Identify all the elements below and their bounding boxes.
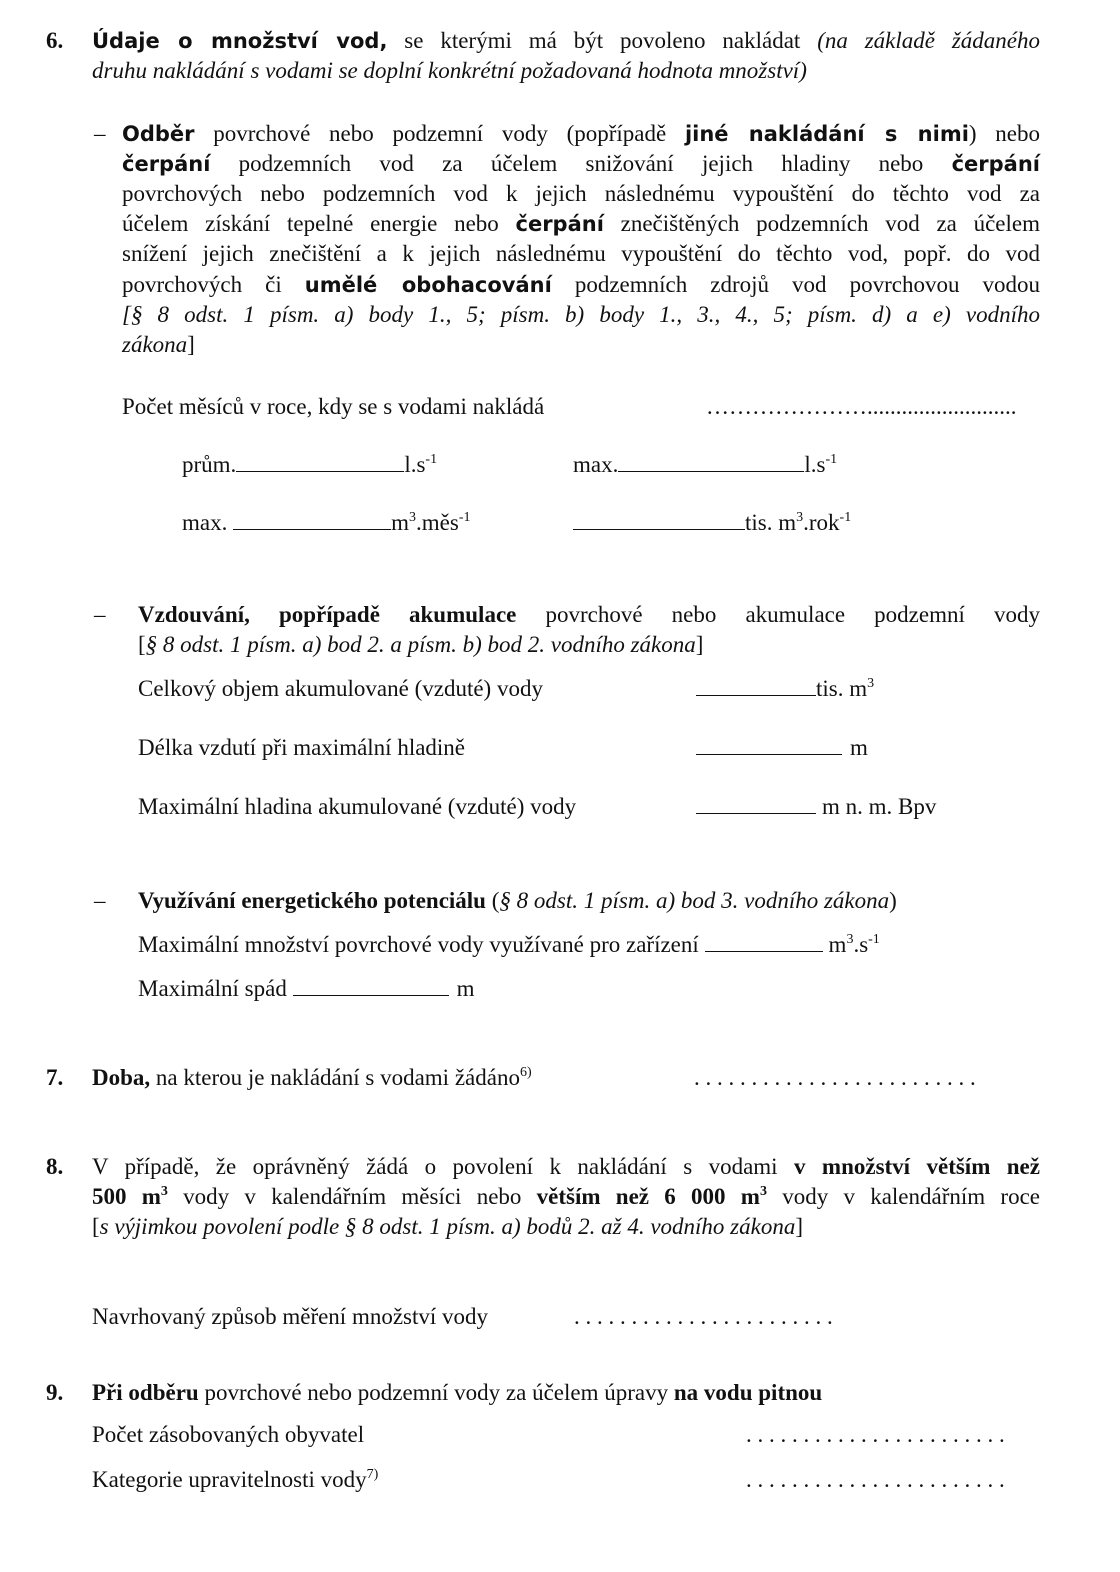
max-ls-row: max. $l.s^{-1}$: [573, 452, 838, 477]
objem-row: tis. $m^3$: [696, 676, 874, 702]
odber-law-reference-end: zákona]: [122, 332, 195, 357]
prum-field[interactable]: [236, 453, 404, 472]
kategorie-label: Kategorie upravitelnosti vody$^{7)}$: [92, 1467, 379, 1492]
odber-line-3: povrchových nebo podzemních vod k jejich následnému vypouštění do těchto vod za: [122, 181, 1040, 206]
delka-field[interactable]: [696, 736, 842, 755]
energie-dash: –: [94, 888, 106, 913]
obyvatel-label: Počet zásobovaných obyvatel: [92, 1422, 365, 1447]
year-field[interactable]: [573, 511, 745, 530]
hladina-field[interactable]: [696, 795, 816, 814]
section-6-number: 6.: [46, 28, 64, 53]
vzduti-law-reference: [§ 8 odst. 1 písm. a) bod 2. a písm. b) bod 2. vodního zákona]: [138, 632, 704, 657]
delka-row: m: [696, 735, 868, 761]
mereni-field[interactable]: . . . . . . . . . . . . . . . . . . . . . . .: [574, 1304, 833, 1329]
energie-mnozstvi-field[interactable]: [705, 933, 823, 952]
section-8-number: 8.: [46, 1154, 64, 1179]
hladina-label: Maximální hladina akumulované (vzduté) vody: [138, 794, 577, 819]
objem-label: Celkový objem akumulované (vzduté) vody: [138, 676, 543, 701]
hladina-row: m n. m. Bpv: [696, 794, 936, 820]
section-8-line-1: V případě, že oprávněný žádá o povolení k nakládání s vodami v množství větším než: [92, 1154, 1040, 1179]
section-6-note-start: (na základě žádaného: [817, 28, 1040, 53]
energie-heading: Využívání energetického potenciálu (§ 8 odst. 1 písm. a) bod 3. vodního zákona): [138, 888, 897, 913]
obyvatel-field[interactable]: . . . . . . . . . . . . . . . . . . . . . . .: [746, 1422, 1005, 1447]
months-label: Počet měsíců v roce, kdy se s vodami nakládá: [122, 394, 545, 419]
kategorie-field[interactable]: . . . . . . . . . . . . . . . . . . . . . . .: [746, 1467, 1005, 1492]
odber-line-5: snížení jejich znečištění a k jejich následnému vypouštění do těchto vod, popř. do vod: [122, 241, 1040, 266]
vzduti-heading: Vzdouvání, popřípadě akumulace povrchové nebo akumulace podzemní vody: [138, 602, 1040, 627]
section-6-text: se kterými má být povoleno nakládat: [387, 28, 818, 53]
odber-line-4: účelem získání tepelné energie nebo čerpání znečištěných podzemních vod za účelem: [122, 211, 1040, 236]
section-6-title: Údaje o množství vod,: [92, 29, 388, 53]
section-8-law-reference: [s výjimkou povolení podle § 8 odst. 1 písm. a) bodů 2. až 4. vodního zákona]: [92, 1214, 804, 1239]
section-8-line-2: 500 $m^3$ vody v kalendářním měsíci nebo větším než 6 000 $m^3$ vody v kalendářním roce: [92, 1184, 1040, 1209]
vzduti-dash: –: [94, 602, 106, 627]
max-month-field[interactable]: [233, 511, 391, 530]
mereni-label: Navrhovaný způsob měření množství vody: [92, 1304, 489, 1329]
odber-law-reference: [§ 8 odst. 1 písm. a) body 1., 5; písm. b) body 1., 3., 4., 5; písm. d) a e) vodního: [122, 302, 1040, 327]
months-field[interactable]: …………………..........................: [706, 394, 1017, 419]
max-month-row: max. $m^3.měs^{-1}$: [182, 510, 471, 535]
section-9-number: 9.: [46, 1380, 64, 1405]
section-9-heading: Při odběru povrchové nebo podzemní vody za účelem úpravy na vodu pitnou: [92, 1380, 823, 1405]
max-ls-field[interactable]: [618, 453, 804, 472]
prum-row: prům. $l.s^{-1}$: [182, 452, 438, 477]
section-6-note-end: druhu nakládání s vodami se doplní konkrétní požadovaná hodnota množství): [92, 58, 807, 83]
odber-line-2: čerpání podzemních vod za účelem snižování jejich hladiny nebo čerpání: [122, 151, 1040, 176]
section-7-number: 7.: [46, 1065, 64, 1090]
odber-line-6: povrchových či umělé obohacování podzemních zdrojů vod povrchovou vodou: [122, 272, 1041, 297]
section-6-heading: [92, 28, 1040, 54]
odber-dash: –: [94, 121, 106, 146]
energie-mnozstvi-row: Maximální množství povrchové vody využívané pro zařízení $m^3.s^{-1}$: [138, 932, 880, 957]
energie-spad-field[interactable]: [293, 977, 449, 996]
energie-spad-row: Maximální spád m: [138, 976, 475, 1001]
delka-label: Délka vzdutí při maximální hladině: [138, 735, 466, 760]
objem-field[interactable]: [696, 677, 816, 696]
section-7-heading: Doba, na kterou je nakládání s vodami žádáno$^{6)}$: [92, 1065, 532, 1090]
year-row: tis. $m^3.rok^{-1}$: [573, 510, 851, 536]
doba-field[interactable]: . . . . . . . . . . . . . . . . . . . . . . . . .: [694, 1065, 976, 1090]
odber-line-1: Odběr povrchové nebo podzemní vody (popřípadě jiné nakládání s nimi) nebo: [122, 121, 1040, 146]
